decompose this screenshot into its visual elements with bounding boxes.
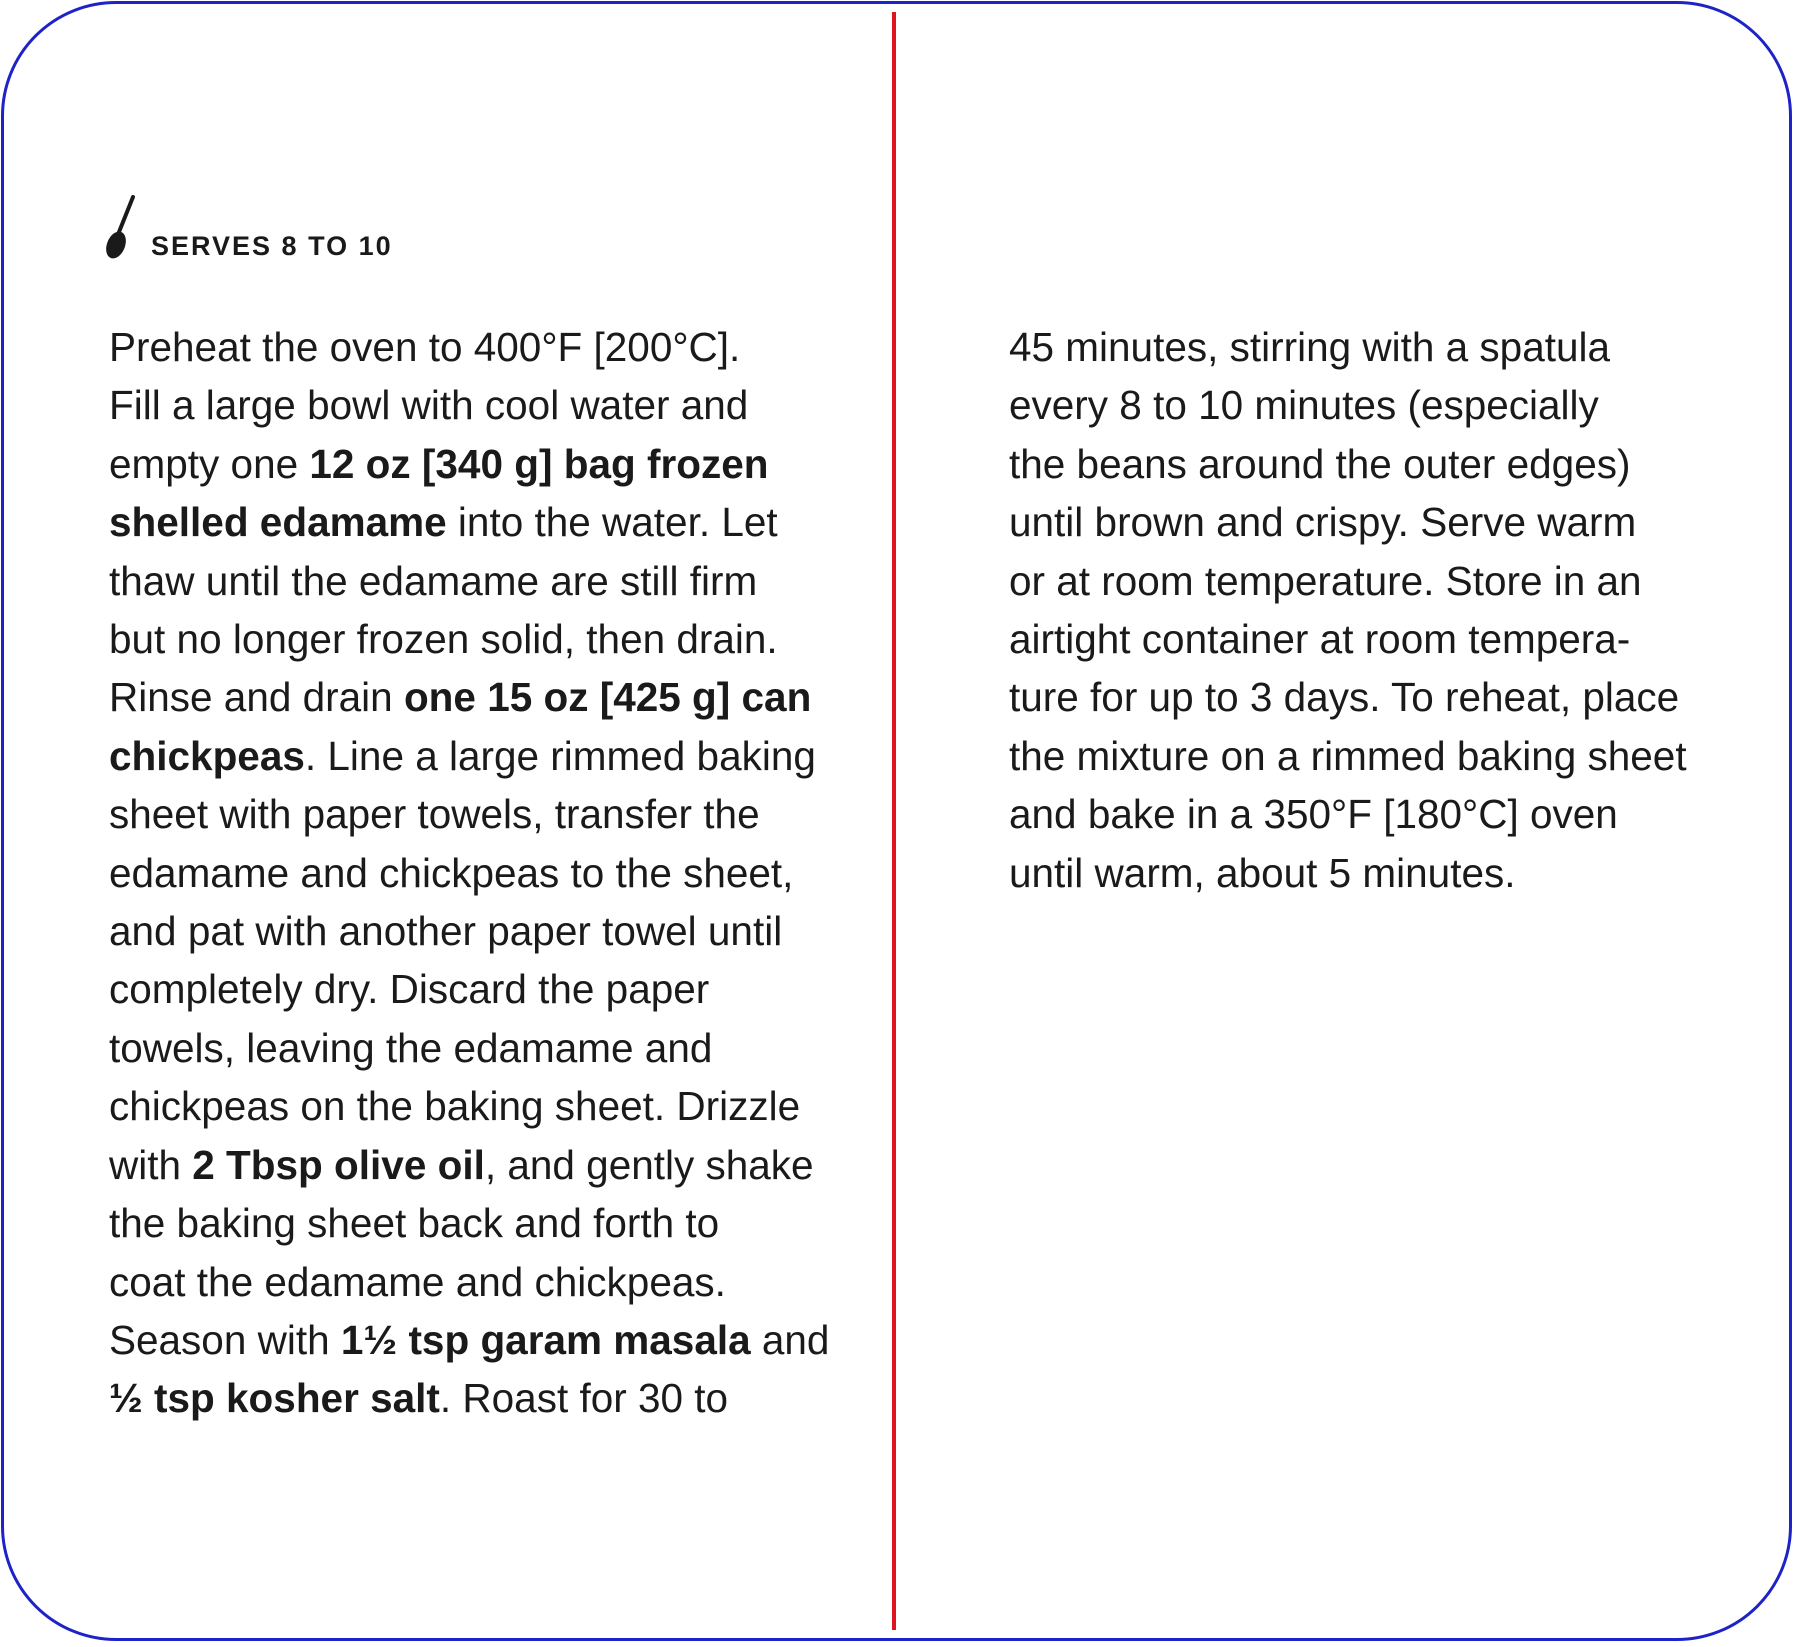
spoon-icon bbox=[103, 193, 143, 273]
ingredient-edamame: 12 oz [340 g] bag frozen bbox=[309, 440, 769, 487]
text-line: or at room temperature. Store in an bbox=[1009, 557, 1642, 604]
text-line: until brown and crispy. Serve warm bbox=[1009, 499, 1637, 546]
text-line: Season with 1½ tsp garam masala and bbox=[109, 1316, 830, 1363]
text-line: every 8 to 10 minutes (especially bbox=[1009, 382, 1599, 429]
text-line: chickpeas on the baking sheet. Drizzle bbox=[109, 1083, 801, 1130]
text-line: shelled edamame into the water. Let bbox=[109, 499, 778, 546]
ingredient-chickpeas: one 15 oz [425 g] can bbox=[403, 674, 812, 721]
text-line: thaw until the edamame are still firm bbox=[109, 557, 758, 604]
page-divider bbox=[892, 12, 896, 1630]
text-line: Rinse and drain one 15 oz [425 g] can bbox=[109, 674, 812, 721]
text-line: chickpeas. Line a large rimmed baking bbox=[109, 732, 816, 779]
instructions-left-column bbox=[109, 318, 829, 1428]
ingredient-garam-masala: 1½ tsp garam masala bbox=[340, 1316, 751, 1363]
ingredient-edamame-cont: shelled edamame bbox=[109, 499, 447, 546]
text-line: but no longer frozen solid, then drain. bbox=[109, 616, 778, 663]
text-line: until warm, about 5 minutes. bbox=[1009, 849, 1516, 896]
serves-header bbox=[103, 203, 393, 263]
ingredient-kosher-salt: ½ tsp kosher salt bbox=[109, 1375, 440, 1422]
text-line: Preheat the oven to 400°F [200°C]. bbox=[109, 324, 741, 370]
text-line: and bake in a 350°F [180°C] oven bbox=[1009, 791, 1618, 838]
serves-label: SERVES 8 TO 10 bbox=[151, 230, 393, 261]
instructions-right-column bbox=[1009, 318, 1687, 902]
text-line: sheet with paper towels, transfer the bbox=[109, 791, 760, 838]
text-line: Fill a large bowl with cool water and bbox=[109, 382, 749, 429]
text-line: edamame and chickpeas to the sheet, bbox=[109, 849, 794, 896]
ingredient-chickpeas-cont: chickpeas bbox=[109, 732, 305, 779]
text-line: the mixture on a rimmed baking sheet bbox=[1009, 732, 1687, 779]
ingredient-olive-oil: 2 Tbsp olive oil bbox=[192, 1141, 485, 1188]
text-line: coat the edamame and chickpeas. bbox=[109, 1258, 726, 1305]
text-line: 45 minutes, stirring with a spatula bbox=[1009, 324, 1611, 370]
text-line: the beans around the outer edges) bbox=[1009, 440, 1631, 487]
text-line: with 2 Tbsp olive oil, and gently shake bbox=[109, 1141, 814, 1188]
text-line: ture for up to 3 days. To reheat, place bbox=[1009, 674, 1680, 721]
text-line: the baking sheet back and forth to bbox=[109, 1200, 720, 1247]
text-line: airtight container at room tempera- bbox=[1009, 616, 1631, 663]
text-line: ½ tsp kosher salt. Roast for 30 to bbox=[109, 1375, 729, 1422]
text-line: completely dry. Discard the paper bbox=[109, 966, 710, 1013]
text-line: empty one 12 oz [340 g] bag frozen bbox=[109, 440, 769, 487]
text-line: towels, leaving the edamame and bbox=[109, 1024, 713, 1071]
text-line: and pat with another paper towel until bbox=[109, 908, 783, 955]
